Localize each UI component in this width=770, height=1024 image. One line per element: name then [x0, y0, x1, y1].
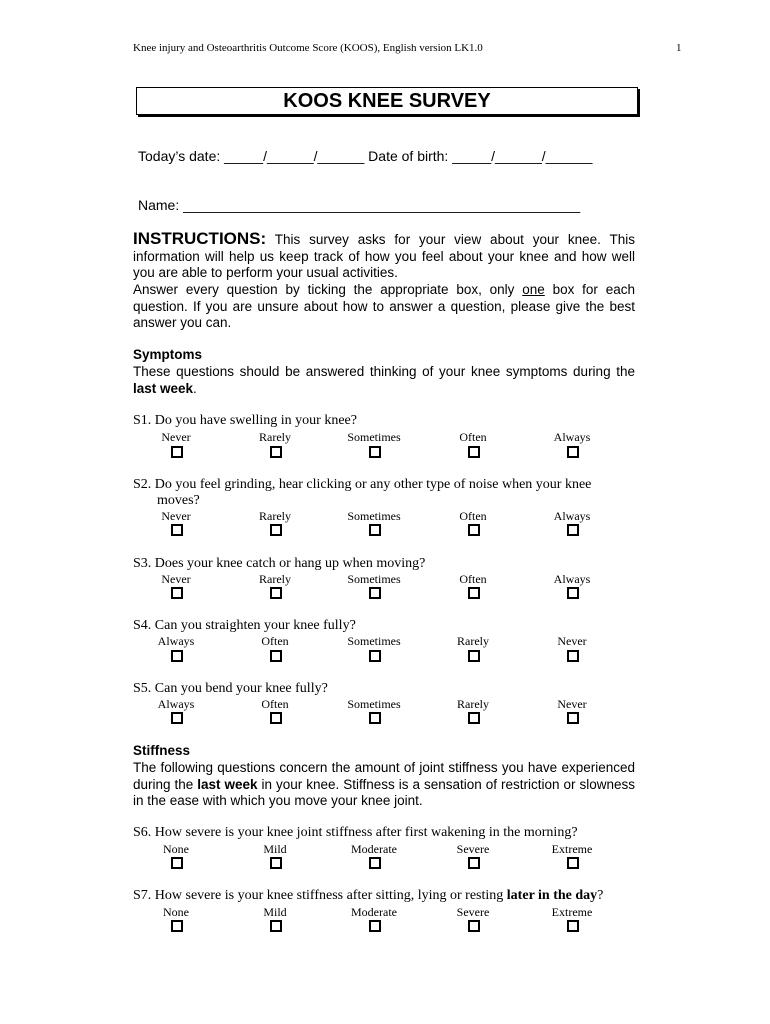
option-label: Never — [161, 430, 191, 444]
option-label: Often — [459, 509, 487, 523]
s3-checkbox-rarely[interactable] — [270, 587, 282, 599]
question-s2 — [133, 477, 638, 509]
instructions-text-2a: Answer every question by ticking the appropriate box, only — [133, 282, 523, 297]
symptoms-intro — [133, 364, 635, 397]
s7-checkbox-severe[interactable] — [468, 920, 480, 932]
option-label: Mild — [263, 842, 287, 856]
option-label: Rarely — [457, 634, 489, 648]
s2-checkbox-never[interactable] — [171, 524, 183, 536]
s5-checkbox-often[interactable] — [270, 712, 282, 724]
question-s6: S6. How severe is your knee joint stiffness after first wakening in the morning? — [133, 825, 578, 840]
question-s7-bold: later in the day — [506, 888, 598, 903]
option-label: Sometimes — [347, 634, 401, 648]
option-label: Often — [261, 697, 289, 711]
question-s7-text: S7. How severe is your knee stiffness after sitting, lying or resting — [133, 888, 507, 903]
survey-title: KOOS KNEE SURVEY — [136, 87, 638, 115]
question-s3: S3. Does your knee catch or hang up when moving? — [133, 556, 426, 571]
page-number: 1 — [676, 42, 682, 54]
s6-checkbox-mild[interactable] — [270, 857, 282, 869]
s4-checkbox-often[interactable] — [270, 650, 282, 662]
option-label: Never — [161, 572, 191, 586]
s1-checkbox-rarely[interactable] — [270, 446, 282, 458]
s7-checkbox-moderate[interactable] — [369, 920, 381, 932]
option-label: Extreme — [551, 905, 593, 919]
s4-checkbox-rarely[interactable] — [468, 650, 480, 662]
option-label: Rarely — [259, 572, 291, 586]
option-label: Sometimes — [347, 697, 401, 711]
s6-checkbox-severe[interactable] — [468, 857, 480, 869]
question-s4: S4. Can you straighten your knee fully? — [133, 618, 356, 633]
stiffness-intro-bold: last week — [197, 776, 258, 792]
option-label: Extreme — [551, 842, 593, 856]
question-s7-end: ? — [597, 888, 604, 903]
s6-checkbox-extreme[interactable] — [567, 857, 579, 869]
stiffness-heading: Stiffness — [133, 743, 191, 758]
s6-checkbox-moderate[interactable] — [369, 857, 381, 869]
instructions-heading: INSTRUCTIONS: — [133, 229, 267, 248]
s6-checkbox-none[interactable] — [171, 857, 183, 869]
stiffness-intro-text: The following questions concern the amount of joint stiffness you have experienced during the — [133, 760, 635, 792]
s2-checkbox-always[interactable] — [567, 524, 579, 536]
option-label: Mild — [263, 905, 287, 919]
s2-checkbox-sometimes[interactable] — [369, 524, 381, 536]
symptoms-heading: Symptoms — [133, 347, 203, 362]
s1-checkbox-never[interactable] — [171, 446, 183, 458]
instructions-paragraph — [133, 231, 635, 282]
option-label: Never — [557, 697, 587, 711]
question-s2-line-1: S2. Do you feel grinding, hear clicking or any other type of noise when your knee — [133, 477, 592, 492]
s5-checkbox-always[interactable] — [171, 712, 183, 724]
s5-checkbox-never[interactable] — [567, 712, 579, 724]
running-header: Knee injury and Osteoarthritis Outcome Score (KOOS), English version LK1.0 — [133, 42, 483, 54]
option-label: Always — [553, 509, 591, 523]
option-label: Always — [553, 572, 591, 586]
option-label: Always — [157, 697, 195, 711]
option-label: Never — [161, 509, 191, 523]
symptoms-intro-bold: last week — [133, 380, 194, 396]
s7-checkbox-extreme[interactable] — [567, 920, 579, 932]
date-fields: Today’s date: _____/______/______ Date of birth: _____/______/______ — [138, 148, 593, 164]
option-label: Always — [553, 430, 591, 444]
s1-checkbox-often[interactable] — [468, 446, 480, 458]
stiffness-intro — [133, 760, 635, 810]
s3-checkbox-always[interactable] — [567, 587, 579, 599]
option-label: Often — [459, 430, 487, 444]
option-label: Often — [261, 634, 289, 648]
option-label: Moderate — [351, 842, 397, 856]
option-label: Sometimes — [347, 430, 401, 444]
symptoms-intro-text: These questions should be answered thinking of your knee symptoms during the — [133, 364, 635, 379]
s5-checkbox-rarely[interactable] — [468, 712, 480, 724]
instructions-text-2b: box for each question. If you are unsure about how to answer a question, please give the best answer you can. — [133, 282, 635, 330]
symptoms-intro-end: . — [193, 380, 197, 396]
s2-checkbox-often[interactable] — [468, 524, 480, 536]
option-label: Sometimes — [347, 509, 401, 523]
instructions-text-1: This survey asks for your view about your knee. This information will help us keep track of how you feel about your knee and how well you are able to perform your usual activities. — [133, 232, 635, 280]
option-label: None — [163, 842, 189, 856]
s1-checkbox-sometimes[interactable] — [369, 446, 381, 458]
question-s2-line-2: moves? — [157, 493, 200, 508]
s4-checkbox-always[interactable] — [171, 650, 183, 662]
option-label: Always — [157, 634, 195, 648]
option-label: None — [163, 905, 189, 919]
option-label: Never — [557, 634, 587, 648]
s4-checkbox-never[interactable] — [567, 650, 579, 662]
option-label: Often — [459, 572, 487, 586]
option-label: Moderate — [351, 905, 397, 919]
instructions-emphasis: one — [522, 282, 545, 297]
instructions-paragraph-2 — [133, 282, 635, 332]
option-label: Rarely — [259, 430, 291, 444]
s3-checkbox-sometimes[interactable] — [369, 587, 381, 599]
s3-checkbox-often[interactable] — [468, 587, 480, 599]
question-s5: S5. Can you bend your knee fully? — [133, 681, 328, 696]
s7-checkbox-none[interactable] — [171, 920, 183, 932]
option-label: Severe — [456, 842, 490, 856]
option-label: Rarely — [259, 509, 291, 523]
s5-checkbox-sometimes[interactable] — [369, 712, 381, 724]
s3-checkbox-never[interactable] — [171, 587, 183, 599]
option-label: Severe — [456, 905, 490, 919]
name-field: Name: ___________________________________________________ — [138, 197, 581, 213]
option-label: Sometimes — [347, 572, 401, 586]
s2-checkbox-rarely[interactable] — [270, 524, 282, 536]
s1-checkbox-always[interactable] — [567, 446, 579, 458]
s4-checkbox-sometimes[interactable] — [369, 650, 381, 662]
s7-checkbox-mild[interactable] — [270, 920, 282, 932]
question-s1: S1. Do you have swelling in your knee? — [133, 413, 357, 428]
question-s7 — [133, 888, 638, 904]
stiffness-intro-end: in your knee. Stiffness is a sensation of restriction or slowness in the ease with which you move your knee joint. — [133, 776, 636, 808]
option-label: Rarely — [457, 697, 489, 711]
